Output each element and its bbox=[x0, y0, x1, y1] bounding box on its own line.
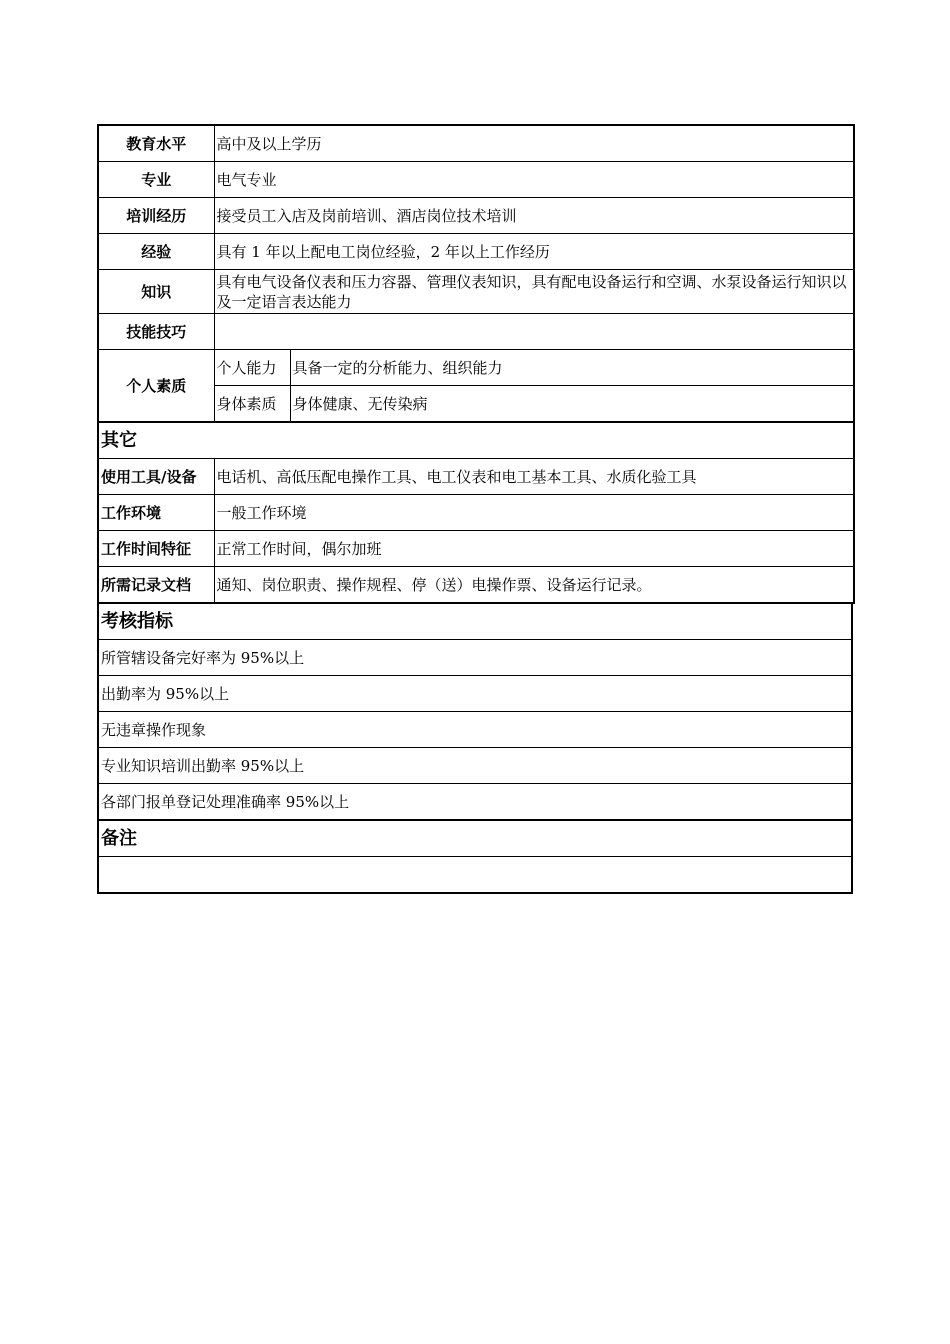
physical-value: 身体健康、无传染病 bbox=[290, 386, 854, 423]
personal-ability-row bbox=[98, 350, 854, 386]
training-label: 培训经历 bbox=[98, 198, 214, 234]
physical-label: 身体素质 bbox=[214, 386, 290, 423]
knowledge-value: 具有电气设备仪表和压力容器、管理仪表知识，具有配电设备运行和空调、水泵设备运行知识以及一定语言表达能力 bbox=[214, 270, 854, 314]
education-row bbox=[98, 125, 854, 162]
tools-value: 电话机、高低压配电操作工具、电工仪表和电工基本工具、水质化验工具 bbox=[214, 459, 854, 495]
personal-ability-label: 个人能力 bbox=[214, 350, 290, 386]
assessment-item: 所管辖设备完好率为 95%以上 bbox=[98, 640, 852, 676]
other-section-title: 其它 bbox=[98, 422, 854, 459]
skills-label: 技能技巧 bbox=[98, 314, 214, 350]
tools-row bbox=[98, 459, 854, 495]
training-row bbox=[98, 198, 854, 234]
assessment-item: 各部门报单登记处理准确率 95%以上 bbox=[98, 784, 852, 821]
environment-label: 工作环境 bbox=[98, 495, 214, 531]
knowledge-label: 知识 bbox=[98, 270, 214, 314]
assessment-row bbox=[98, 640, 852, 676]
major-label: 专业 bbox=[98, 162, 214, 198]
documents-label: 所需记录文档 bbox=[98, 567, 214, 604]
assessment-row bbox=[98, 676, 852, 712]
major-row bbox=[98, 162, 854, 198]
knowledge-row bbox=[98, 270, 854, 314]
assessment-row bbox=[98, 712, 852, 748]
hours-row bbox=[98, 531, 854, 567]
experience-label: 经验 bbox=[98, 234, 214, 270]
remarks-section-header bbox=[98, 820, 852, 857]
other-section-header bbox=[98, 422, 854, 459]
assessment-item: 专业知识培训出勤率 95%以上 bbox=[98, 748, 852, 784]
hours-label: 工作时间特征 bbox=[98, 531, 214, 567]
education-value: 高中及以上学历 bbox=[214, 125, 854, 162]
remarks-table bbox=[97, 819, 853, 894]
personal-ability-value: 具备一定的分析能力、组织能力 bbox=[290, 350, 854, 386]
other-table bbox=[97, 421, 855, 604]
environment-row bbox=[98, 495, 854, 531]
assessment-item: 无违章操作现象 bbox=[98, 712, 852, 748]
education-label: 教育水平 bbox=[98, 125, 214, 162]
assessment-row bbox=[98, 748, 852, 784]
training-value: 接受员工入店及岗前培训、酒店岗位技术培训 bbox=[214, 198, 854, 234]
job-description-sheet bbox=[97, 124, 853, 894]
major-value: 电气专业 bbox=[214, 162, 854, 198]
experience-row bbox=[98, 234, 854, 270]
assessment-table bbox=[97, 602, 853, 821]
requirements-table bbox=[97, 124, 855, 423]
remarks-value bbox=[98, 857, 852, 894]
skills-value bbox=[214, 314, 854, 350]
personal-quality-label: 个人素质 bbox=[98, 350, 214, 423]
documents-value: 通知、岗位职责、操作规程、停（送）电操作票、设备运行记录。 bbox=[214, 567, 854, 604]
environment-value: 一般工作环境 bbox=[214, 495, 854, 531]
remarks-section-title: 备注 bbox=[98, 820, 852, 857]
assessment-item: 出勤率为 95%以上 bbox=[98, 676, 852, 712]
assessment-row bbox=[98, 784, 852, 821]
assessment-section-title: 考核指标 bbox=[98, 603, 852, 640]
experience-value: 具有 1 年以上配电工岗位经验，2 年以上工作经历 bbox=[214, 234, 854, 270]
skills-row bbox=[98, 314, 854, 350]
documents-row bbox=[98, 567, 854, 604]
hours-value: 正常工作时间，偶尔加班 bbox=[214, 531, 854, 567]
tools-label: 使用工具/设备 bbox=[98, 459, 214, 495]
remarks-row bbox=[98, 857, 852, 894]
assessment-section-header bbox=[98, 603, 852, 640]
